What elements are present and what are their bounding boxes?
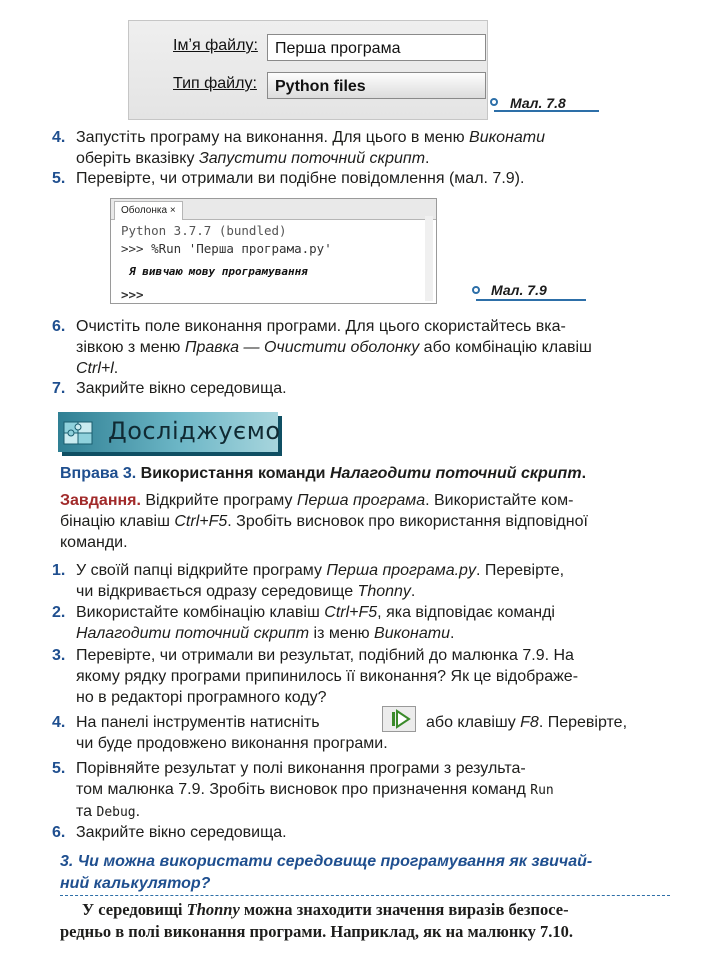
step-number: 1. bbox=[52, 562, 66, 579]
section-title: Досліджуємо bbox=[108, 417, 281, 445]
filename-label: Імʼя файлу: bbox=[173, 37, 258, 54]
step-c4-line1: На панелі інструментів натисніть bbox=[76, 714, 320, 731]
task-text: Завдання. Відкрийте програму Перша програма. Використайте ком- бінацію клавіш Ctrl+F5. Зробіть висновок про використання відповідної команди. bbox=[60, 492, 588, 551]
step-number: 6. bbox=[52, 824, 66, 841]
step-number: 5. bbox=[52, 170, 66, 187]
shell-panel bbox=[110, 198, 437, 304]
fig79-caption: Мал. 7.9 bbox=[491, 282, 547, 298]
question-heading: 3. Чи можна використати середовище програмування як звичай- ний калькулятор? bbox=[60, 853, 593, 892]
step-c2-text: Використайте комбінацію клавіш Ctrl+F5, яка відповідає команді Налагодити поточний скрипт із меню Виконати. bbox=[76, 604, 555, 642]
filetype-label: Тип файлу: bbox=[173, 75, 257, 92]
step-c4-line2: чи буде продовжено виконання програми. bbox=[76, 735, 388, 752]
shell-tabbar bbox=[111, 199, 436, 220]
shell-tab[interactable]: Оболонка × bbox=[114, 201, 183, 220]
fig78-caption: Мал. 7.8 bbox=[510, 95, 566, 111]
step-c1-text: У своїй папці відкрийте програму Перша програма.py. Перевірте, чи відкривається одразу середовище Thonny. bbox=[76, 562, 565, 600]
question-divider bbox=[60, 895, 670, 896]
shell-prompt[interactable]: >>> bbox=[121, 287, 144, 302]
step-4-text: Запустіть програму на виконання. Для цього в меню Виконати оберіть вказівку Запустити поточний скрипт. bbox=[76, 129, 545, 167]
step-number: 7. bbox=[52, 380, 66, 397]
section-banner bbox=[58, 412, 281, 452]
shell-line: Python 3.7.7 (bundled) bbox=[121, 223, 287, 238]
step-c3-text: Перевірте, чи отримали ви результат, подібний до малюнка 7.9. На якому рядку програми припинилось її виконання? Як це відображе- но в редакторі програмного коду? bbox=[76, 647, 579, 706]
filetype-select[interactable]: Python files bbox=[267, 72, 486, 99]
shell-line: >>> %Run 'Перша програма.py' bbox=[121, 241, 332, 256]
shell-output: Я вивчаю мову програмування bbox=[129, 265, 308, 278]
step-number: 3. bbox=[52, 647, 66, 664]
step-c5-text: Порівняйте результат у полі виконання програми з результа- том малюнка 7.9. Зробіть висновок про призначення команд Run та Debug. bbox=[76, 760, 554, 820]
save-dialog-fragment bbox=[128, 20, 488, 120]
step-7-text: Закрийте вікно середовища. bbox=[76, 380, 287, 397]
resume-debug-icon[interactable] bbox=[382, 706, 416, 732]
step-6-text: Очистіть поле виконання програми. Для цього скористайтесь вка- зівкою з меню Правка — Очистити оболонку або комбінацію клавіш Ctrl+l. bbox=[76, 318, 592, 377]
shell-scrollbar[interactable] bbox=[425, 216, 433, 301]
filename-field[interactable]: Перша програма bbox=[267, 34, 486, 61]
pin-icon bbox=[472, 286, 480, 294]
step-5-text: Перевірте, чи отримали ви подібне повідомлення (мал. 7.9). bbox=[76, 170, 525, 187]
pin-icon bbox=[490, 98, 498, 106]
puzzle-icon bbox=[62, 416, 100, 448]
step-c4-tail: або клавішу F8. Перевірте, bbox=[426, 714, 628, 731]
step-number: 4. bbox=[52, 129, 66, 146]
step-number: 6. bbox=[52, 318, 66, 335]
step-number: 5. bbox=[52, 760, 66, 777]
step-c6-text: Закрийте вікно середовища. bbox=[76, 824, 287, 841]
paragraph: У середовищі Thonny можна знаходити значення виразів безпосе- редньо в полі виконання програми. Наприклад, як на малюнку 7.10. bbox=[60, 900, 574, 941]
exercise-heading: Вправа 3. Використання команди Налагодити поточний скрипт. bbox=[60, 465, 587, 482]
fig79-caption-line bbox=[476, 299, 586, 301]
step-number: 2. bbox=[52, 604, 66, 621]
step-number: 4. bbox=[52, 714, 66, 731]
